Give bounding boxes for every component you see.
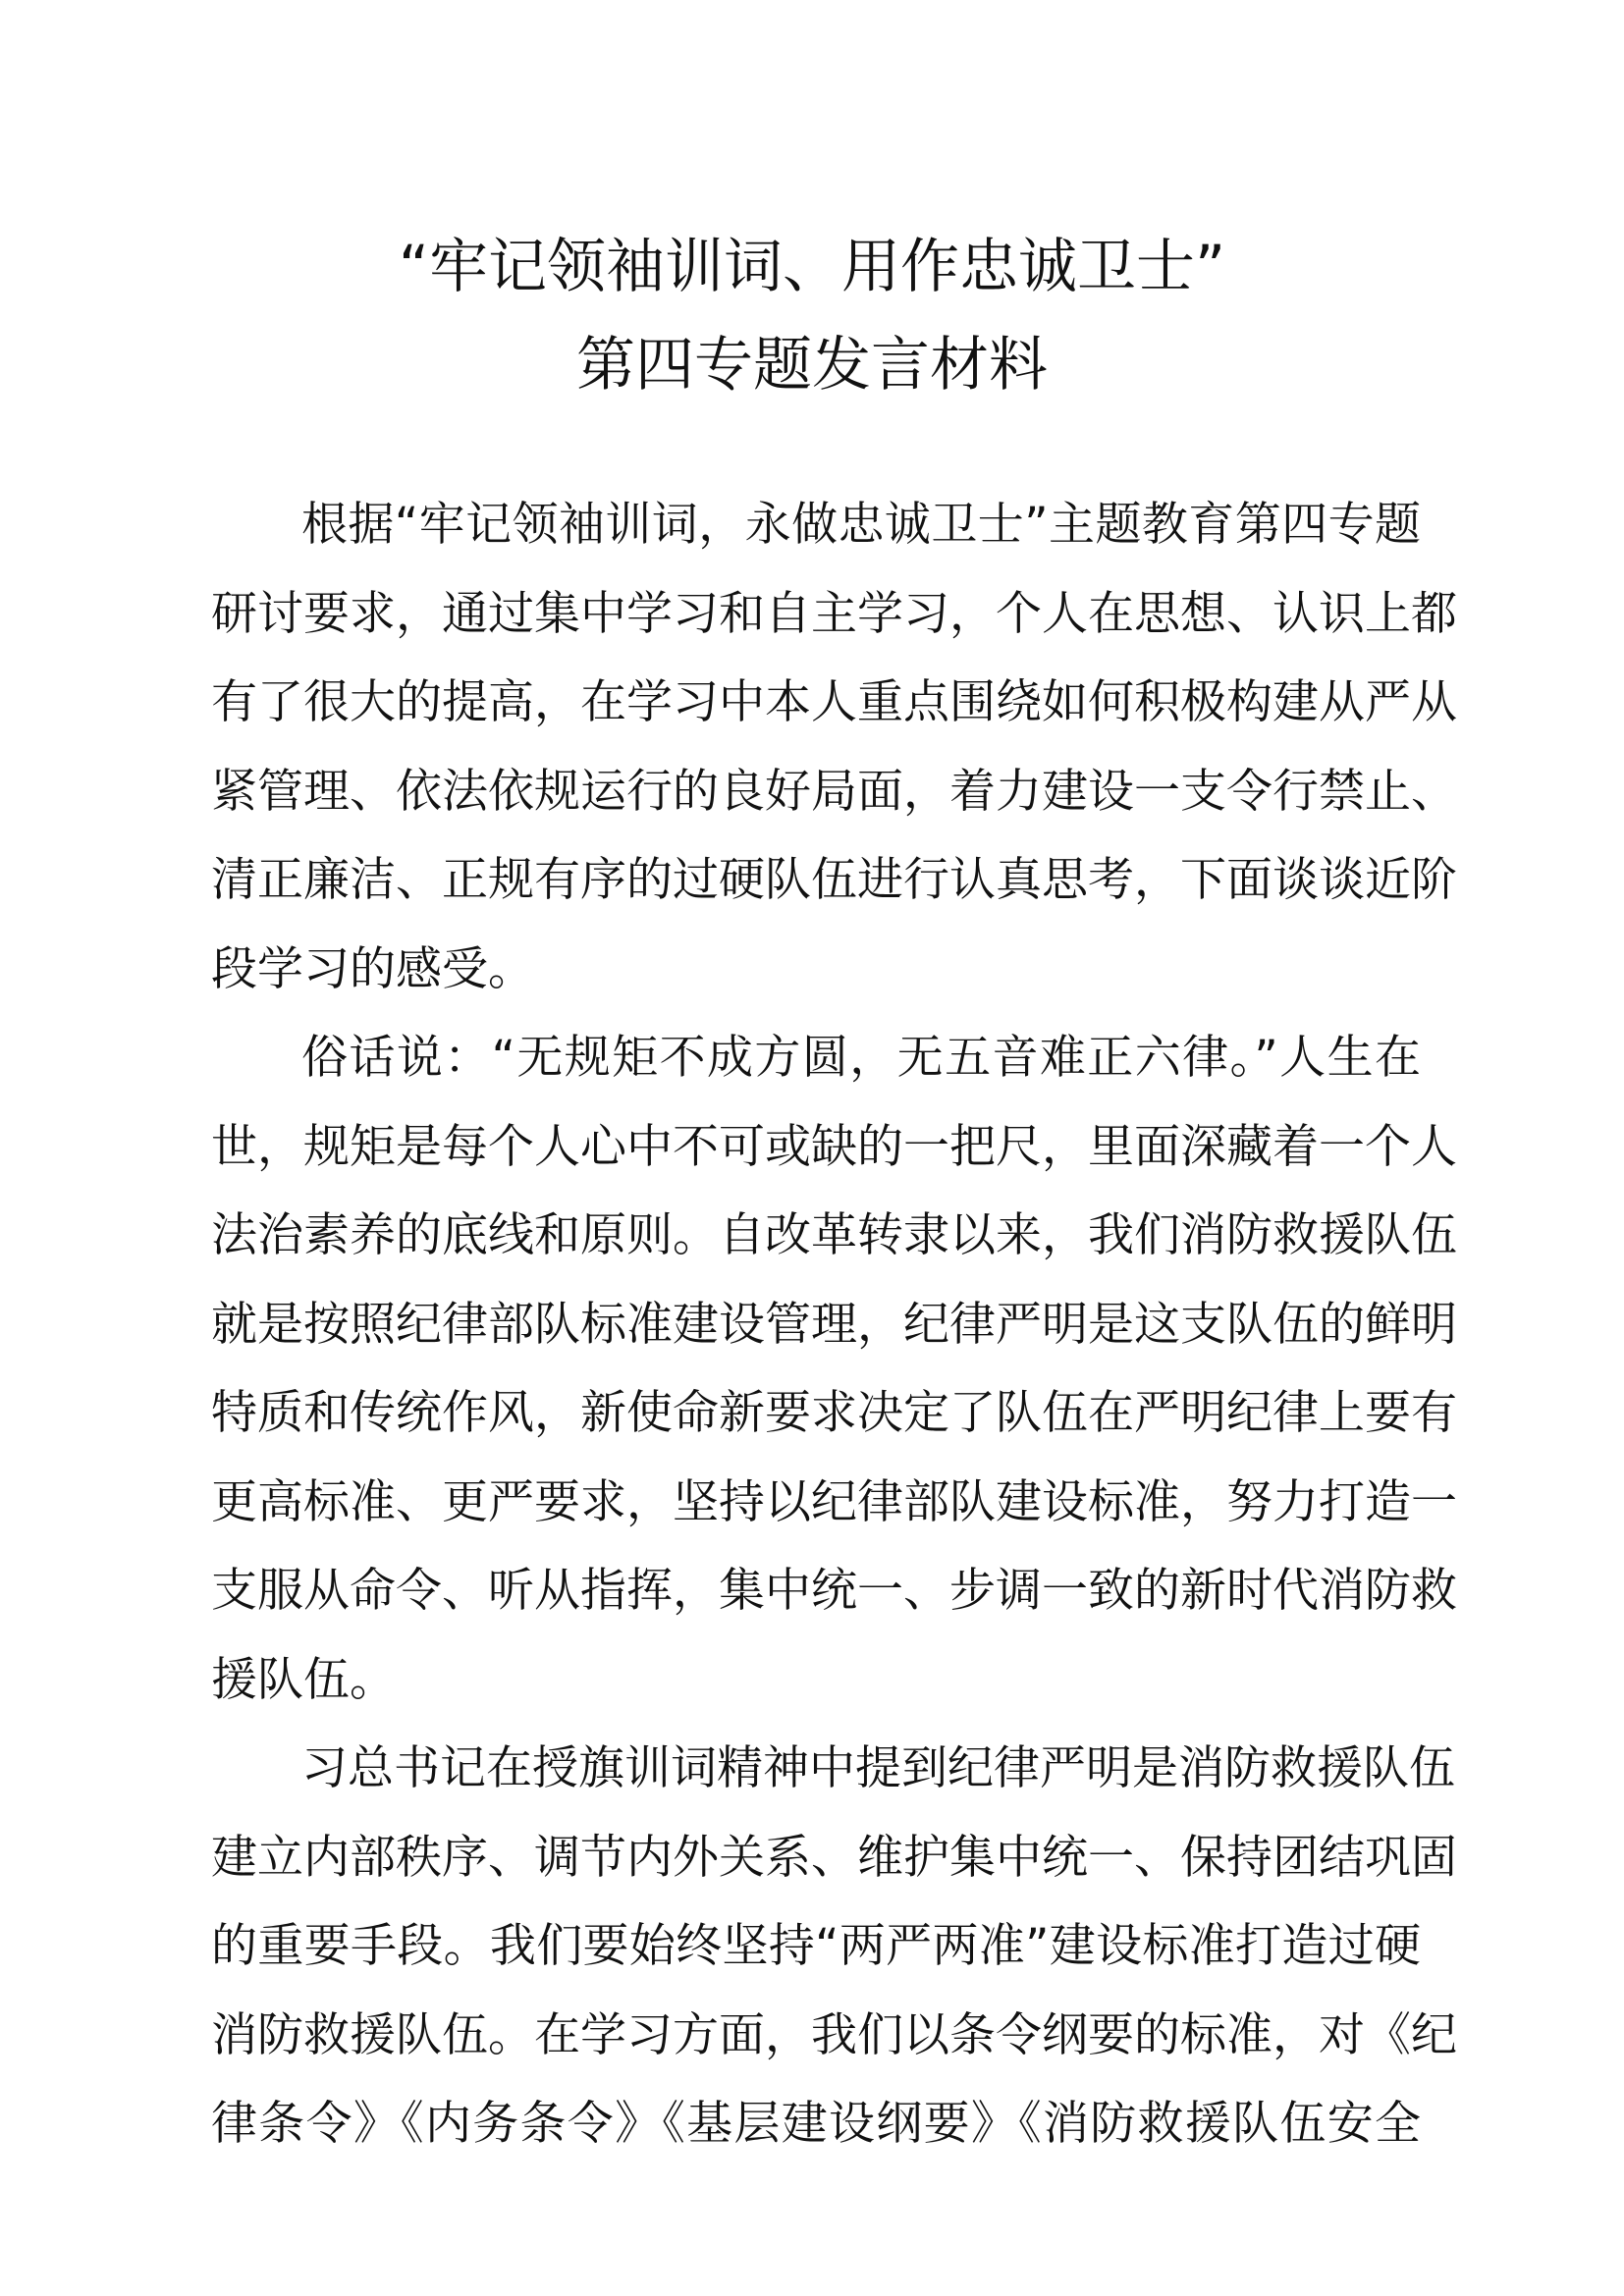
paragraph-line: 律条令》《内务条令》《基层建设纲要》《消防救援队伍安全 (211, 2097, 1421, 2151)
paragraph-line: 俗话说：“无规矩不成方圆，无五音难正六律。”人生在 (301, 1031, 1421, 1085)
paragraph-1 (211, 481, 1457, 1014)
paragraph-line: 研讨要求，通过集中学习和自主学习，个人在思想、认识上都 (211, 586, 1457, 641)
paragraph-2 (211, 1014, 1457, 1725)
paragraph-line: 世，规矩是每个人心中不可或缺的一把尺，里面深藏着一个人 (211, 1119, 1457, 1174)
paragraph-line: 的重要手段。我们要始终坚持“两严两准”建设标准打造过硬 (211, 1919, 1421, 1973)
paragraph-line: 法治素养的底线和原则。自改革转隶以来，我们消防救援队伍 (211, 1208, 1457, 1262)
title-line-2: 第四专题发言材料 (576, 331, 1048, 400)
paragraph-line: 就是按照纪律部队标准建设管理，纪律严明是这支队伍的鲜明 (211, 1297, 1457, 1352)
paragraph-line: 段学习的感受。 (211, 941, 534, 996)
document-body (211, 481, 1457, 2169)
paragraph-line: 根据“牢记领袖训词，永做忠诚卫士”主题教育第四专题 (301, 498, 1421, 552)
paragraph-line: 特质和传统作风，新使命新要求决定了队伍在严明纪律上要有 (211, 1386, 1457, 1440)
paragraph-3 (211, 1725, 1457, 2169)
paragraph-line: 援队伍。 (211, 1652, 396, 1707)
paragraph-line: 建立内部秩序、调节内外关系、维护集中统一、保持团结巩固 (211, 1830, 1457, 1885)
paragraph-line: 紧管理、依法依规运行的良好局面，着力建设一支令行禁止、 (211, 764, 1457, 819)
paragraph-line: 更高标准、更严要求，坚持以纪律部队建设标准，努力打造一 (211, 1474, 1457, 1529)
paragraph-line: 清正廉洁、正规有序的过硬队伍进行认真思考，下面谈谈近阶 (211, 853, 1457, 907)
document-title (0, 218, 1624, 414)
title-line-1: “牢记领袖训词、用作忠诚卫士” (398, 233, 1226, 301)
paragraph-line: 消防救援队伍。在学习方面，我们以条令纲要的标准，对《纪 (211, 2007, 1457, 2062)
paragraph-line: 支服从命令、听从指挥，集中统一、步调一致的新时代消防救 (211, 1564, 1457, 1618)
paragraph-line: 习总书记在授旗训词精神中提到纪律严明是消防救援队伍 (301, 1741, 1455, 1795)
paragraph-line: 有了很大的提高，在学习中本人重点围绕如何积极构建从严从 (211, 675, 1457, 729)
